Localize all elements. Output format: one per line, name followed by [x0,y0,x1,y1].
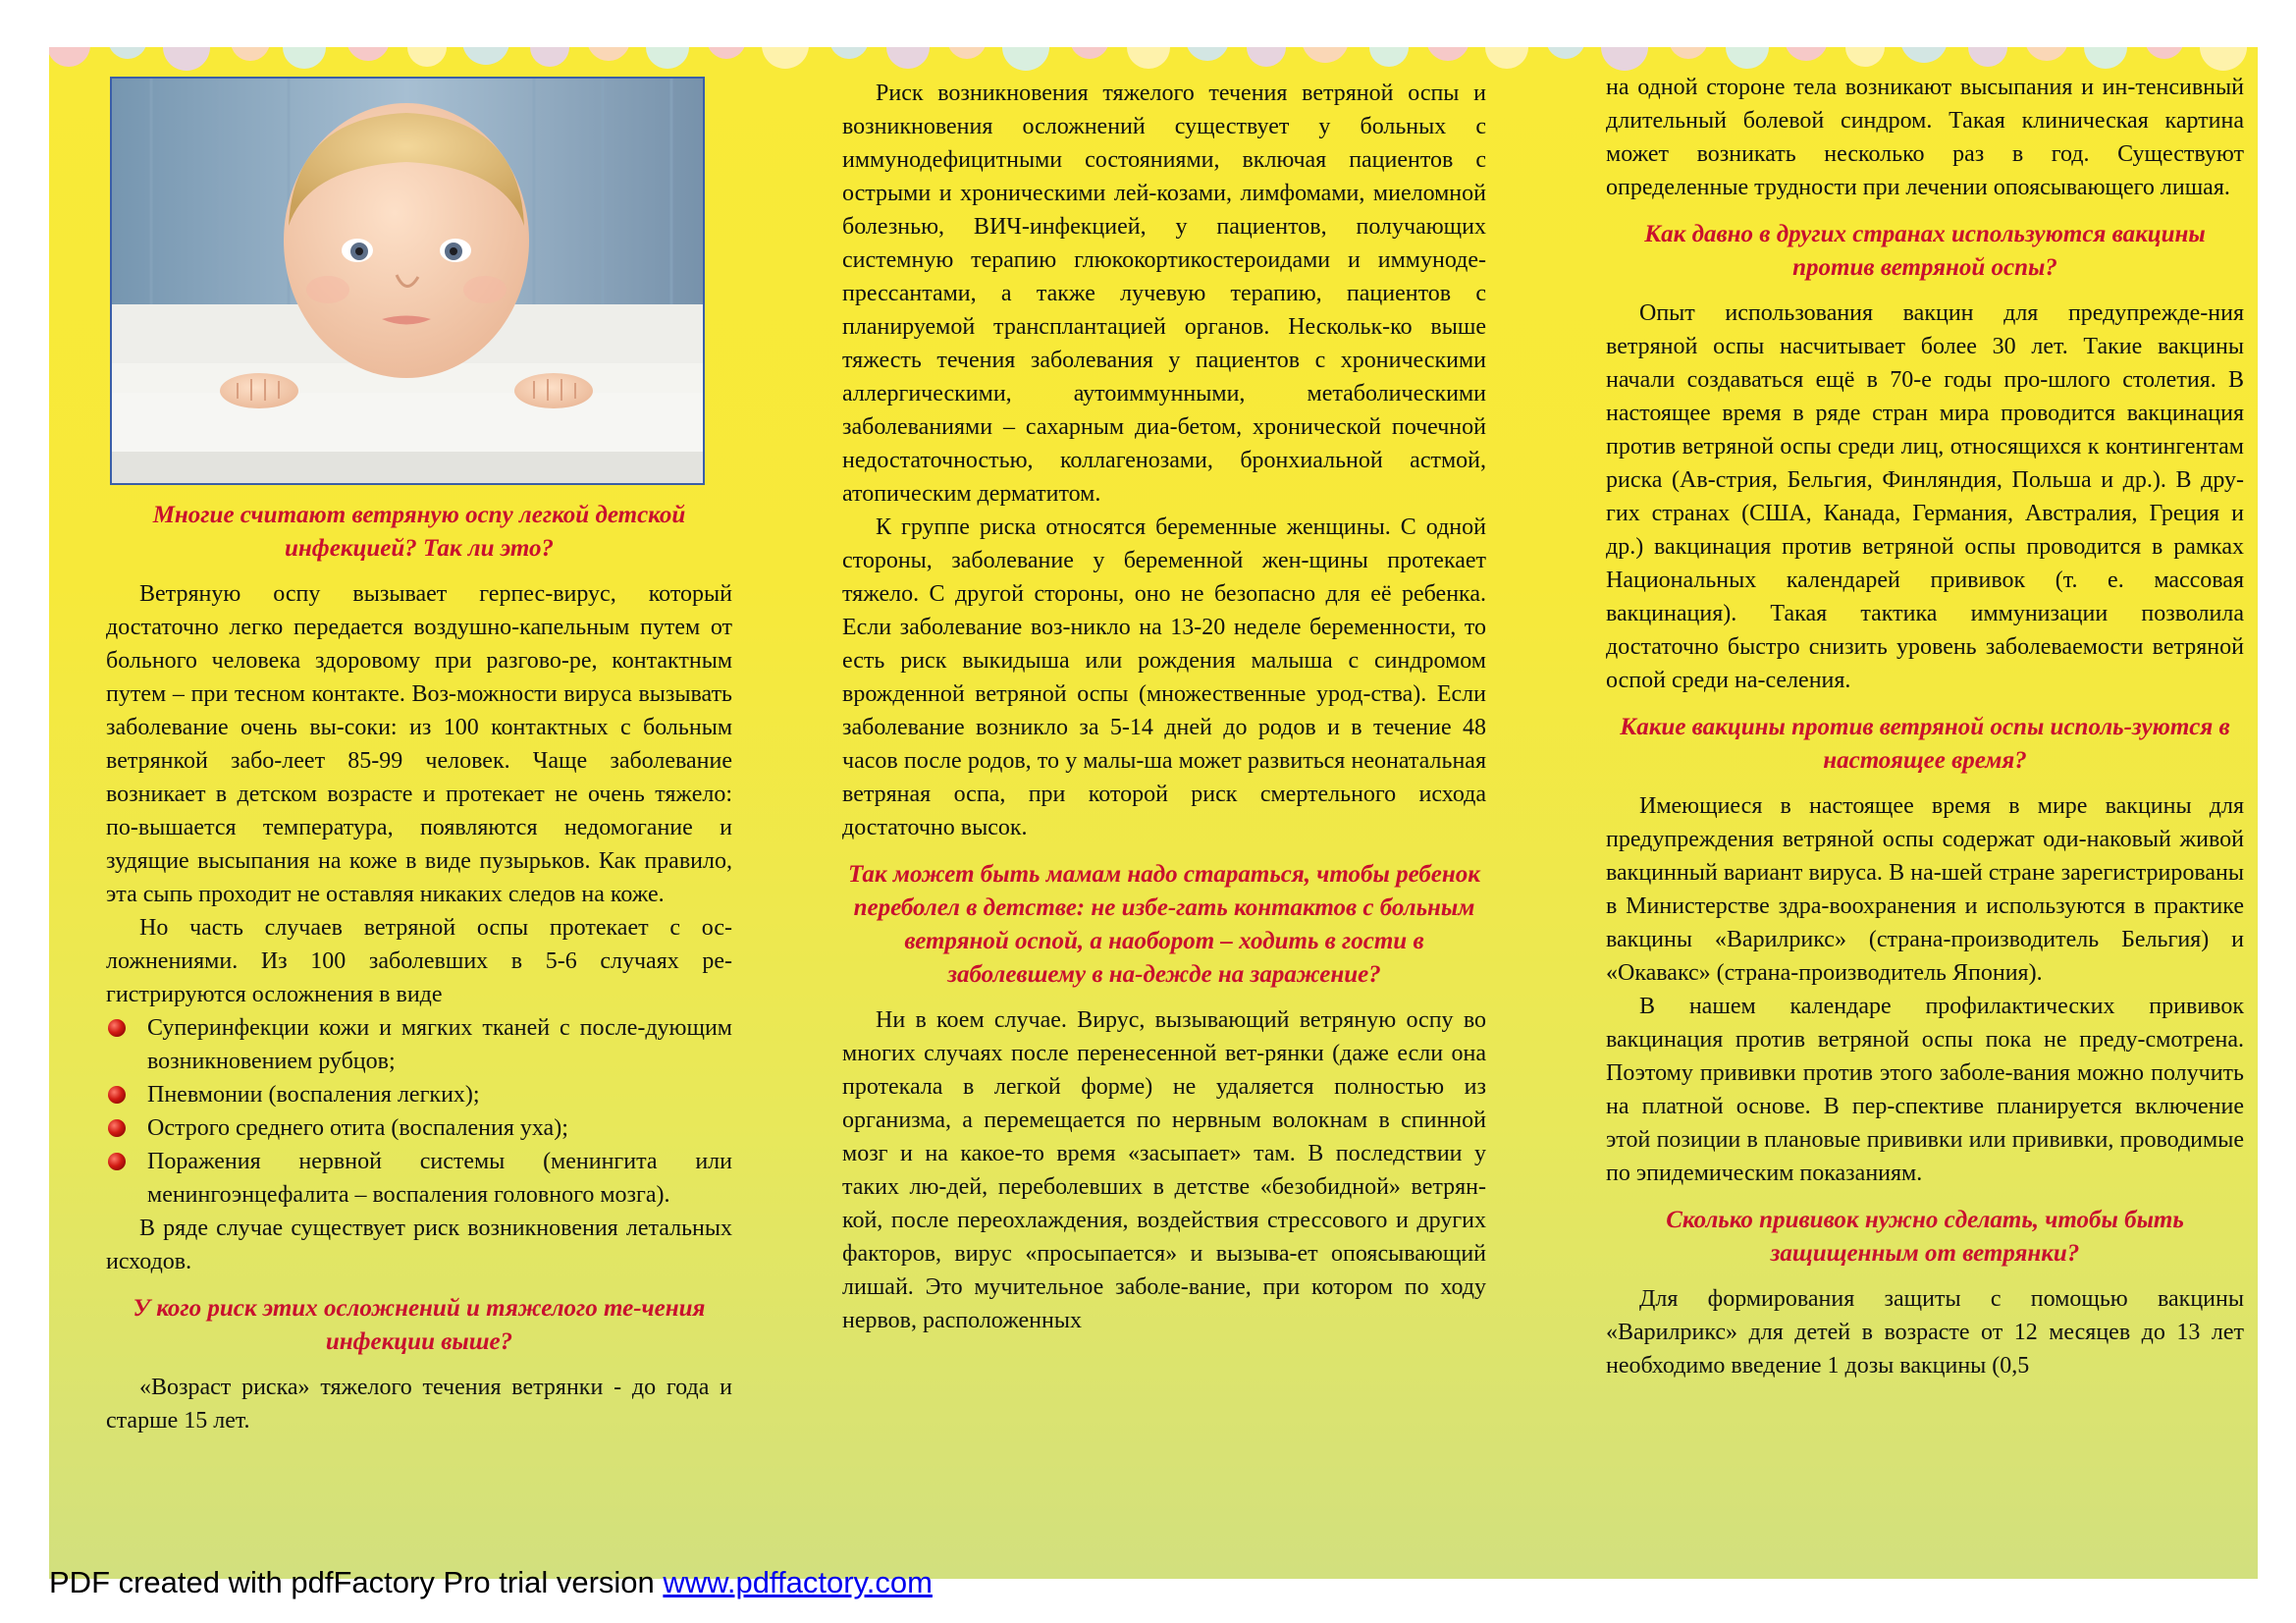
bullet-icon [108,1119,126,1137]
baby-photo [110,77,705,485]
paragraph-lethal: В ряде случае существует риск возникновения летальных исходов. [106,1216,732,1274]
paragraph-no-way: Ни в коем случае. Вирус, вызывающий ветряную оспу во многих случаях после перенесенной вет-рянки (даже если она протекала в легкой форме) не удаляется полностью из организма, а перемещается по нервным волокнам в спинной мозг и на какое-то время «засыпает» там. В последствии у таких лю-дей, переболевших в детстве «безобидной» ветрян-кой, после переохлаждения, воздействия стрессового и других факторов, вирус «просыпается» и вызыва-ет опоясывающий лишай. Это мучительное заболе-вание, при котором по ходу нервов, расположенных [842,1007,1486,1333]
baby-illustration [112,79,703,483]
heading-risk-group: У кого риск этих осложнений и тяжелого те-чения инфекции выше? [133,1295,706,1355]
complications-list [106,1011,732,1212]
paragraph-vaccine-history: Опыт использования вакцин для предупрежде-ния ветряной оспы насчитывает более 30 лет. Такие вакцины начали создаваться ещё в 70-е годы про-шлого столетия. В настоящее время в ряде стран мира проводится вакцинация против ветряной оспы среди лиц, относящихся к контингентам риска (Ав-стрия, Бельгия, Финляндия, Польша и др.). В дру-гих странах (США, Канада, Германия, Австралия, Греция и др.) вакцинация против ветряной оспы проводится в рамках Национальных календарей прививок (т. е. массовая вакцинация). Такая тактика иммунизации позволила достаточно быстро снизить уровень заболеваемости ветряной оспой среди на-селения. [1606,300,2244,693]
paragraph-risk-age: «Возраст риска» тяжелого течения ветрянки - до года и старше 15 лет. [106,1375,732,1434]
paragraph-calendar: В нашем календаре профилактических прививок вакцинация против ветряной оспы пока не преду-смотрена. Поэтому прививки против этого заболе-вания можно получить на платной основе. В пер-спективе планируется включение этой позиции в плановые прививки или прививки, проводимые по эпидемическим показаниям. [1606,994,2244,1186]
heading-current-vaccines: Какие вакцины против ветряной оспы исполь-зуются в настоящее время? [1620,714,2230,774]
column-3 [1606,71,2244,1382]
heading-mild-infection: Многие считают ветряную оспу легкой детской инфекцией? Так ли это? [152,502,686,562]
list-item: Поражения нервной системы (менингита или менингоэнцефалита – воспаления головного мозга). [106,1145,732,1212]
heading-other-countries: Как давно в других странах используются вакцины против ветряной оспы? [1644,221,2206,281]
paragraph-shingles: на одной стороне тела возникают высыпания и ин-тенсивный длительный болевой синдром. Такая клиническая картина может возникать несколько раз в год. Существуют определенные трудности при лечении опоясывающего лишая. [1606,75,2244,200]
pdf-footer: PDF created with pdfFactory Pro trial version www.pdffactory.com [49,1565,933,1599]
bullet-icon [108,1019,126,1037]
heading-moms-question: Так может быть мамам надо стараться, чтобы ребенок переболел в детстве: не избе-гать контактов с больным ветряной оспой, а наоборот – ходить в гости в заболевшему в на-дежде на заражение? [848,861,1480,988]
paragraph-pregnant: К группе риска относятся беременные женщины. С одной стороны, заболевание у беременной жен-щины протекает тяжело. С другой стороны, оно не безопасно для её ребенка. Если заболевание воз-никло на 13-20 неделе беременности, то есть риск выкидыша или рождения малыша с синдромом врожденной ветряной оспы (множественные урод-ства). Если заболевание возникло за 5-14 дней до родов и в течение 48 часов после родов, то у малы-ша может развиться неонатальная ветряная оспа, при которой риск смертельного исхода достаточно высок. [842,514,1486,840]
paragraph-complications: Но часть случаев ветряной оспы протекает с ос-ложнениями. Из 100 заболевших в 5-6 случаях ре-гистрируются осложнения в виде [106,915,732,1007]
list-item: Острого среднего отита (воспаления уха); [106,1111,732,1145]
paragraph-vaccines-list: Имеющиеся в настоящее время в мире вакцины для предупреждения ветряной оспы содержат оди-наковый живой вакцинный вариант вируса. В на-шей стране зарегистрированы в Министерстве здра-воохранения и используются в практике вакцины «Варилрикс» (страна-производитель Бельгия) и «Окавакс» (страна-производитель Япония). [1606,793,2244,986]
list-item: Суперинфекции кожи и мягких тканей с после-дующим возникновением рубцов; [106,1011,732,1078]
pdffactory-link[interactable]: www.pdffactory.com [663,1565,933,1599]
column-1 [106,77,732,1437]
brochure-page [49,47,2258,1579]
heading-how-many-shots: Сколько прививок нужно сделать, чтобы быть защищенным от ветрянки? [1666,1207,2184,1267]
list-item: Пневмонии (воспаления легких); [106,1078,732,1111]
bullet-icon [108,1153,126,1170]
paragraph-dosage: Для формирования защиты с помощью вакцины «Варилрикс» для детей в возрасте от 12 месяцев до 13 лет необходимо введение 1 дозы вакцины (0,5 [1606,1286,2244,1379]
bullet-icon [108,1086,126,1104]
paragraph-immunodeficiency: Риск возникновения тяжелого течения ветряной оспы и возникновения осложнений существует у больных с иммунодефицитными состояниями, включая пациентов с острыми и хроническими лей-козами, лимфомами, миеломной болезнью, ВИЧ-инфекцией, у пациентов, получающих системную терапию глюкокортикостероидами и иммуноде-прессантами, а также лучевую терапию, пациентов с планируемой трансплантацией органов. Нескольк-ко выше тяжесть течения заболевания у пациентов с хроническими аллергическими, аутоиммунными, метаболическими заболеваниями – сахарным диа-бетом, хронической почечной недостаточностью, коллагенозами, бронхиальной астмой, атопическим дерматитом. [842,81,1486,507]
paragraph-virus: Ветряную оспу вызывает герпес-вирус, который достаточно легко передается воздушно-капельным путем от больного человека здоровому при разгово-ре, контактным путем – при тесном контакте. Воз-можности вируса вызывать заболевание очень вы-соки: из 100 контактных с больным ветрянкой забо-леет 85-99 человек. Чаще заболевание возникает в детском возрасте и протекает не очень тяжело: по-вышается температура, появляются недомогание и зудящие высыпания на коже в виде пузырьков. Как правило, эта сыпь проходит не оставляя никаких следов на коже. [106,581,732,907]
column-2 [842,77,1486,1337]
